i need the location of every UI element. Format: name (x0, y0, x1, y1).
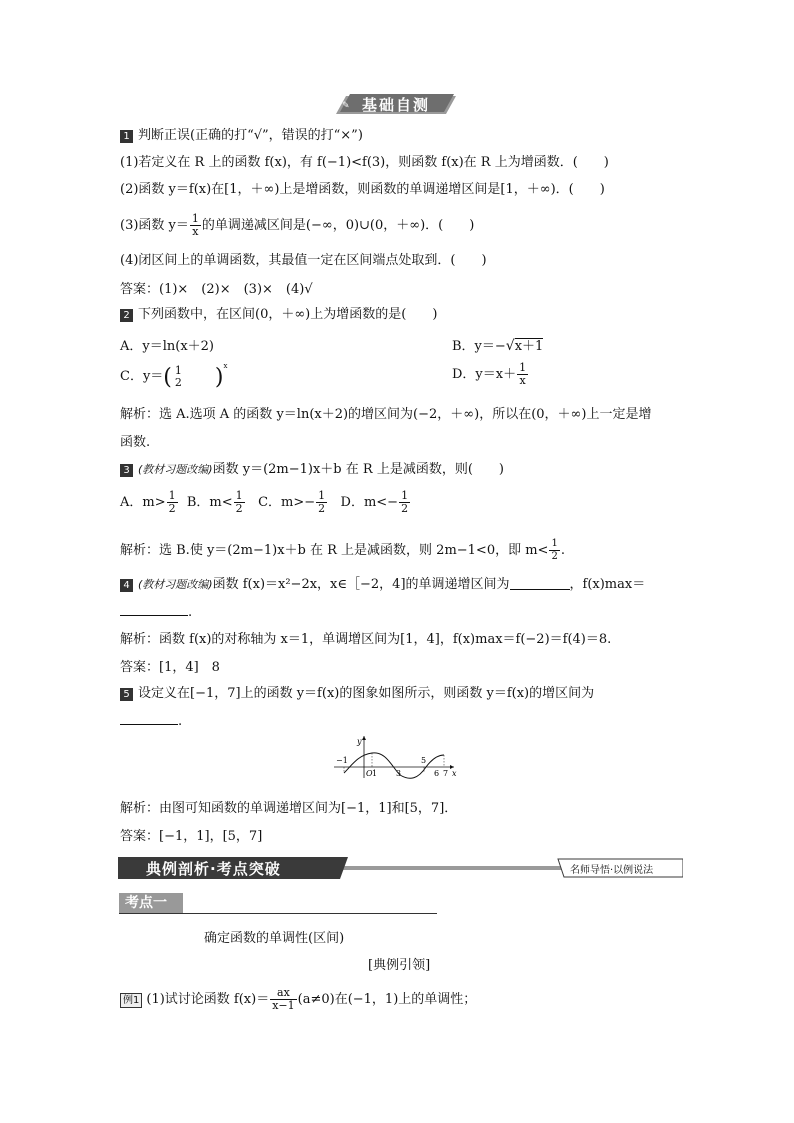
frac-numerator: 1 (318, 489, 326, 502)
q3-solution-fraction (549, 538, 559, 563)
label-3: 3 (396, 769, 402, 778)
frac-numerator: 1 (401, 489, 409, 502)
q5-answer: 答案：[−1，1]，[5，7] (120, 829, 263, 844)
label-6: 6 (434, 769, 440, 778)
frac-denominator: 2 (401, 502, 409, 515)
q4-answer-blank-2[interactable] (120, 603, 188, 616)
q5-solution: 解析：由图可知函数的单调递增区间为[−1，1]和[5，7]． (120, 801, 458, 816)
q3-option-c-fraction (316, 490, 327, 515)
frac-numerator: 1 (235, 489, 243, 502)
q1-item-3-fraction (190, 213, 201, 238)
q3-option-a-fraction (167, 490, 178, 515)
example-tag: 例1 (120, 993, 142, 1008)
q5-function-graph (330, 733, 460, 783)
label-origin: O (366, 769, 373, 778)
q4-stem-line (120, 577, 645, 593)
q2-option-c-fraction (173, 365, 184, 389)
left-paren-icon: ( (163, 365, 172, 390)
q1-item-3 (120, 213, 474, 238)
q1-number: 1 (120, 130, 133, 143)
q2-option-a: A．y＝ln(x＋2) (120, 339, 215, 354)
frac-denominator: 2 (235, 502, 243, 515)
function-curve (344, 753, 444, 778)
frac-denominator: 2 (318, 502, 326, 515)
q5-stem-line (120, 686, 594, 702)
kaodian-label: 考点一 (125, 895, 167, 911)
sqrt-icon: √ (505, 338, 515, 354)
q5-number: 5 (120, 688, 133, 701)
kaodian-badge (119, 893, 183, 913)
section-title: 典例剖析·考点突破 (146, 860, 281, 878)
kaodian-underline (119, 913, 437, 914)
q4-tag: (教材习题改编) (138, 578, 213, 591)
q2-option-b-radicand: x＋1 (514, 339, 544, 354)
q2-solution-1: 解析：选 A.选项 A 的函数 y＝ln(x＋2)的增区间为(−2，＋∞)，所以在(0，＋∞)上一定是增 (120, 407, 652, 422)
section-right-label: 名师导悟·以例说法 (570, 865, 654, 876)
q2-number: 2 (120, 309, 133, 322)
q1-item-2: (2)函数 y＝f(x)在[1，＋∞)上是增函数，则函数的单调递增区间是[1，＋∞)．( ) (120, 182, 605, 197)
frac-denominator: x (192, 225, 199, 238)
frac-numerator: ax (270, 987, 296, 1000)
svg-text:✎: ✎ (342, 101, 350, 111)
q1-item-1: (1)若定义在 R 上的函数 f(x)，有 f(−1)<f(3)，则函数 f(x)在 R 上为增函数．( ) (120, 155, 609, 170)
q2-option-c-pre: C．y＝ (120, 369, 164, 384)
q3-option-a: A．m> (120, 495, 166, 510)
q1-item-4: (4)闭区间上的单调函数，其最值一定在区间端点处取到．( ) (120, 253, 487, 268)
q3-options (120, 490, 411, 515)
label-y: y (357, 737, 362, 746)
label-minus1: −1 (336, 756, 348, 765)
q3-number: 3 (120, 464, 133, 477)
frac-numerator: 1 (551, 538, 558, 549)
q1-answer: 答案：(1)× (2)× (3)× (4)√ (120, 282, 313, 297)
q3-option-d-fraction (399, 490, 410, 515)
q3-solution: 解析：选 B.使 y＝(2m−1)x＋b 在 R 上是减函数，则 2m−1<0，即 m< $\frac{1}{2}$ . (120, 538, 565, 562)
q4-stem: 函数 f(x)＝x²−2x，x∈［−2，4]的单调递增区间为 (212, 577, 510, 592)
q5-stem: 设定义在[−1，7]上的函数 y＝f(x)的图象如图所示，则函数 y＝f(x)的增区间为 (138, 686, 595, 701)
q3-stem-line (120, 462, 504, 478)
q1-stem-line (120, 128, 363, 144)
q3-stem: 函数 y＝(2m−1)x＋b 在 R 上是减函数，则( ) (212, 462, 504, 477)
example-1-post: (a≠0)在(−1，1)上的单调性； (297, 992, 477, 1007)
section-banner-basic (336, 93, 456, 115)
section-title: 基础自测 (362, 96, 431, 114)
q1-item-3-pre: (3)函数 y＝ (120, 218, 189, 233)
q3-option-b-fraction (234, 490, 245, 515)
frac-denominator: x−1 (272, 999, 295, 1012)
q2-stem-line (120, 307, 437, 323)
topic-subtitle: [典例引领] (368, 958, 431, 973)
frac-numerator: 1 (174, 363, 182, 377)
section-banner-examples (118, 857, 683, 879)
label-x: x (452, 769, 457, 778)
y-axis-arrow-icon (362, 736, 366, 740)
frac-denominator: 2 (551, 551, 558, 562)
q1-item-3-post: 的单调递减区间是(−∞，0)∪(0，＋∞)．( ) (201, 218, 475, 233)
example-1-fraction (270, 987, 296, 1012)
q2-option-b-pre: B．y＝− (452, 339, 506, 354)
q5-answer-blank[interactable] (120, 712, 178, 725)
frac-denominator: 2 (174, 375, 182, 389)
q3-option-b: B．m< (186, 495, 233, 510)
label-1: 1 (372, 769, 378, 778)
exponent: x (223, 362, 228, 370)
q1-stem: 判断正误(正确的打“√”，错误的打“×”) (138, 128, 363, 143)
frac-numerator: 1 (168, 489, 176, 502)
q4-answer-blank-1[interactable] (510, 577, 570, 590)
frac-numerator: 1 (191, 212, 199, 225)
q3-option-d: D．m<− (340, 495, 399, 510)
q2-stem: 下列函数中，在区间(0，＋∞)上为增函数的是( ) (138, 307, 438, 322)
label-5: 5 (421, 756, 427, 765)
frac-denominator: x (519, 374, 526, 387)
q3-tag: (教材习题改编) (138, 463, 213, 476)
topic-title: 确定函数的单调性(区间) (204, 931, 345, 946)
q2-solution-2: 函数. (120, 435, 151, 450)
q4-solution: 解析：函数 f(x)的对称轴为 x＝1，单调增区间为[1，4]，f(x)max＝f(−2)＝f(4)＝8. (120, 632, 612, 647)
q2-option-d-pre: D．y＝x＋ (452, 367, 517, 382)
frac-numerator: 1 (519, 361, 527, 374)
q4-stem-2: ，f(x)max＝ (569, 577, 646, 592)
example-1-line (120, 987, 476, 1012)
q2-option-d (452, 362, 529, 387)
q4-number: 4 (120, 579, 133, 592)
q4-blank-line: . (120, 603, 192, 621)
example-1-pre: (1)试讨论函数 f(x)＝ (146, 992, 270, 1007)
q2-option-c (120, 362, 227, 390)
q2-option-b (452, 335, 543, 354)
q3-solution-text: 解析：选 B.使 y＝(2m−1)x＋b 在 R 上是减函数，则 2m−1<0，即 m< (120, 543, 549, 558)
label-7: 7 (443, 769, 449, 778)
q5-blank-line: . (120, 712, 182, 730)
q2-option-d-fraction (517, 362, 528, 387)
q3-option-c: C．m>− (258, 495, 316, 510)
right-paren-icon: ) (214, 365, 224, 390)
q4-answer: 答案：[1，4] 8 (120, 660, 220, 675)
frac-denominator: 2 (168, 502, 176, 515)
